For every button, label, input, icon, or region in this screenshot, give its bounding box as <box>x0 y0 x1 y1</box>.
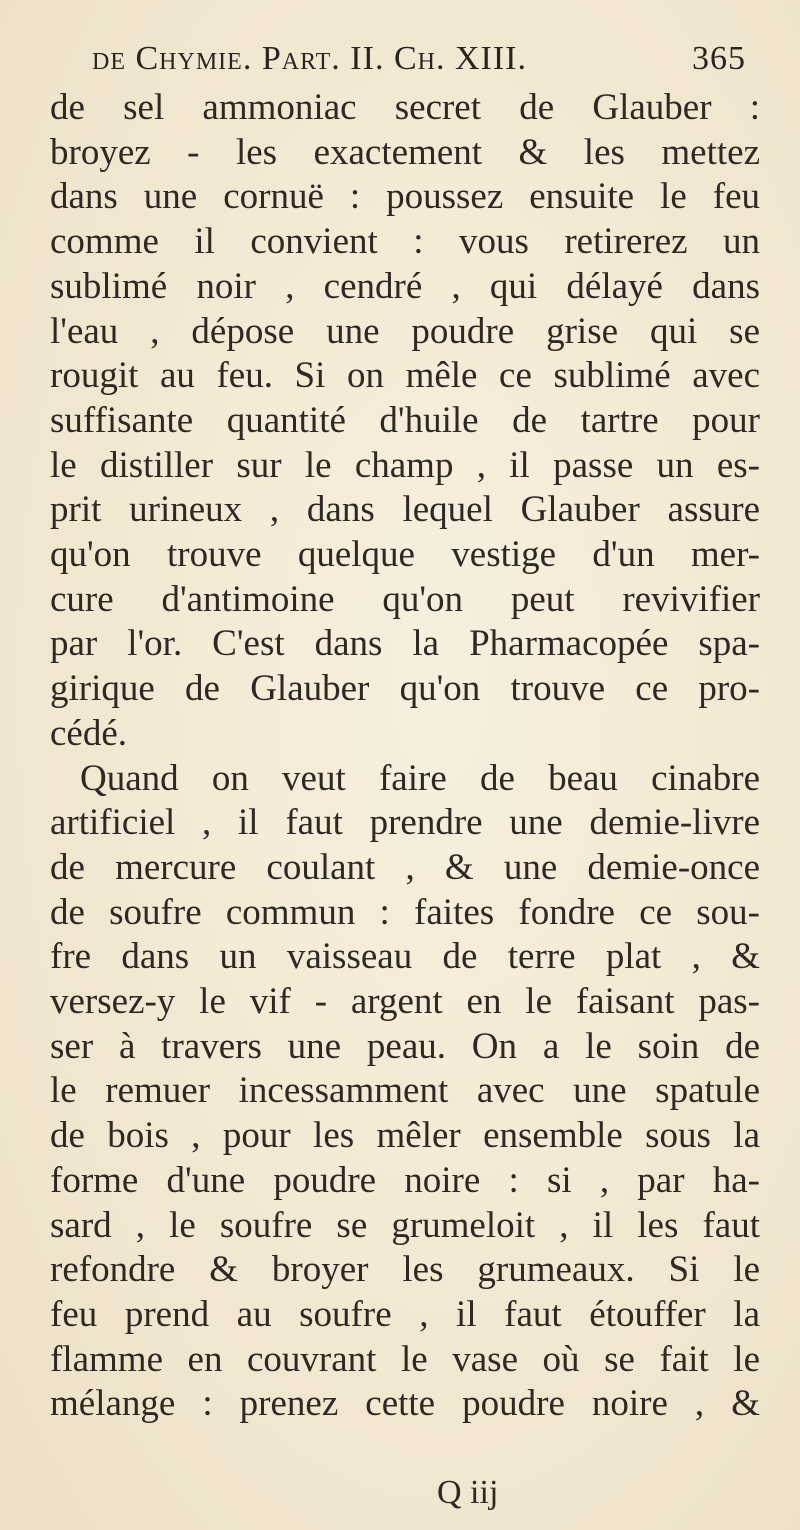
text-line: par l'or. C'est dans la Pharmacopée spa- <box>50 623 760 665</box>
body-text <box>50 86 760 1427</box>
text-line: mélange : prenez cette poudre noire , & <box>50 1383 760 1425</box>
paragraph-1 <box>50 86 760 757</box>
text-line: qu'on trouve quelque vestige d'un mer- <box>50 534 760 576</box>
running-title: de Chymie. Part. II. Ch. XIII. <box>92 40 527 77</box>
text-line: fre dans un vaisseau de terre plat , & <box>50 936 760 978</box>
text-line: de bois , pour les mêler ensemble sous la <box>50 1115 760 1157</box>
text-line: feu prend au soufre , il faut étouffer la <box>50 1293 760 1335</box>
text-line: broyez - les exactement & les mettez <box>50 131 760 173</box>
book-page <box>50 40 760 1427</box>
text-line: flamme en couvrant le vase où se fait le <box>50 1338 760 1380</box>
signature-mark: Q iij <box>437 1474 499 1511</box>
text-line: sard , le soufre se grumeloit , il les faut <box>50 1204 760 1246</box>
text-line: versez-y le vif - argent en le faisant pas- <box>50 981 760 1023</box>
text-line: le remuer incessamment avec une spatule <box>50 1070 760 1112</box>
text-line: rougit au feu. Si on mêle ce sublimé avec <box>50 355 760 397</box>
text-line: girique de Glauber qu'on trouve ce pro- <box>50 668 760 710</box>
text-line: de soufre commun : faites fondre ce sou- <box>50 891 760 933</box>
text-line: prit urineux , dans lequel Glauber assure <box>50 489 760 531</box>
text-line: ser à travers une peau. On a le soin de <box>50 1025 760 1067</box>
text-line: sublimé noir , cendré , qui délayé dans <box>50 265 760 307</box>
text-line: le distiller sur le champ , il passe un es- <box>50 444 760 486</box>
text-line: comme il convient : vous retirerez un <box>50 221 760 263</box>
text-line: de mercure coulant , & une demie-once <box>50 846 760 888</box>
text-line: suffisante quantité d'huile de tartre pour <box>50 399 760 441</box>
text-line: cédé. <box>50 712 128 754</box>
text-line: artificiel , il faut prendre une demie-livre <box>50 802 760 844</box>
text-line: refondre & broyer les grumeaux. Si le <box>50 1249 760 1291</box>
text-line: l'eau , dépose une poudre grise qui se <box>50 310 760 352</box>
page-number: 365 <box>692 40 746 77</box>
text-line: forme d'une poudre noire : si , par ha- <box>50 1159 760 1201</box>
text-line: cure d'antimoine qu'on peut revivifier <box>50 578 760 620</box>
text-line: dans une cornuë : poussez ensuite le feu <box>50 176 760 218</box>
text-line: Quand on veut faire de beau cinabre <box>80 757 760 799</box>
paragraph-2 <box>50 757 760 1428</box>
text-line: de sel ammoniac secret de Glauber : <box>50 87 760 128</box>
running-head <box>50 40 760 86</box>
